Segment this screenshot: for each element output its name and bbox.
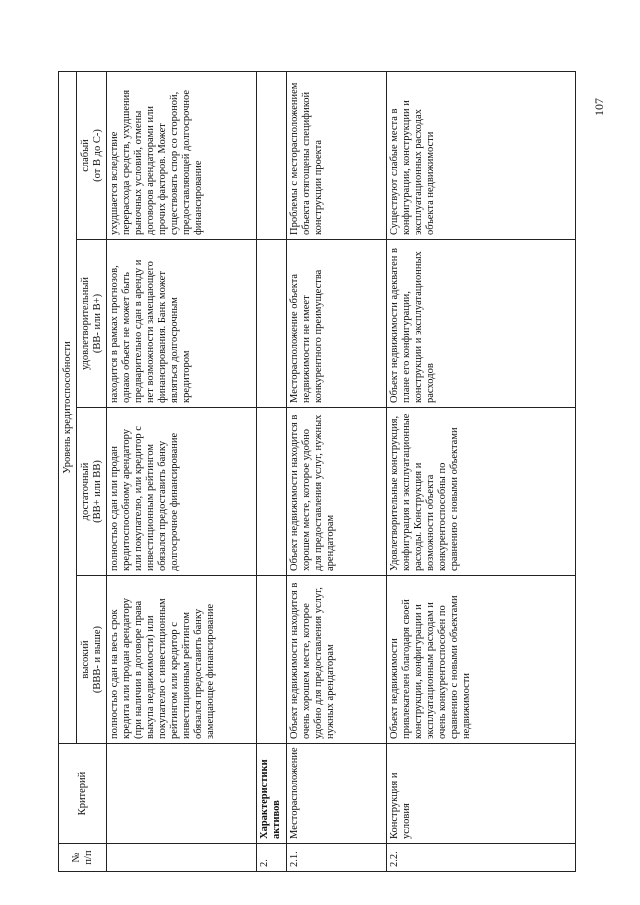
row-num: 2.1. xyxy=(287,844,387,872)
header-num: № п/п xyxy=(59,844,107,872)
row-num xyxy=(107,844,257,872)
table-cell: полностью сдан или продан кредитоспособному арендатору или покупателю, или кредитор с инвестиционным рейтингом обязался предоставить банку долгосрочное финансирование xyxy=(107,408,257,576)
table-cell xyxy=(257,240,287,408)
table-row xyxy=(107,71,257,871)
table-cell: ухудшается вследствие перерасхода средств, ухудшения рыночных условий, отмены договоров арендаторами или прочих факторов. Может существовать спор со стороной, предоставляющей долгосрочное финансирование xyxy=(107,71,257,239)
header-level-2: достаточный (ВВ+ или ВВ) xyxy=(77,408,107,576)
row-criterion: Характеристики активов xyxy=(257,744,287,844)
row-num: 2. xyxy=(257,844,287,872)
table-cell: Удовлетворительные конструкция, конфигурация и эксплуатационные расходы. Конструкция и возможности объекта конкурентоспособны по сравнению с новыми объектами xyxy=(387,408,576,576)
table-cell: Месторасположение объекта недвижимости не имеет конкурентного преимущества xyxy=(287,240,387,408)
table-cell: находится в рамках прогнозов, однако объект не может быть предварительно сдан в аренду и нет возможности замещающего финансирования. Банк может являться долгосрочным кредитором xyxy=(107,240,257,408)
table-row xyxy=(287,71,387,871)
header-level-1: высокий (ВВВ- и выше) xyxy=(77,576,107,744)
table-cell: Объект недвижимости находится в очень хорошем месте, которое удобно для предоставления услуг, нужных арендаторам xyxy=(287,576,387,744)
header-criterion: Критерий xyxy=(59,744,107,844)
table-cell xyxy=(257,576,287,744)
table-cell: Проблемы с месторасположением объекта отягощены спецификой конструкции проекта xyxy=(287,71,387,239)
row-criterion: Месторасположение xyxy=(287,744,387,844)
row-criterion: Конструкция и условия xyxy=(387,744,576,844)
table-cell: Объект недвижимости находится в хорошем месте, которое удобно для предоставления услуг, нужных арендаторам xyxy=(287,408,387,576)
table-cell xyxy=(257,71,287,239)
table-cell: Существуют слабые места в конфигурации, конструкции и эксплуатационных расходах объекта недвижимости xyxy=(387,71,576,239)
header-level-3: удовлетворительный (ВВ- или В+) xyxy=(77,240,107,408)
table-cell xyxy=(257,408,287,576)
table-cell: Объект недвижимости привлекателен благодаря своей конструкции, конфигурации и эксплуатационным расходам и очень конкурентоспособен по сравнению с новыми объектами недвижимости xyxy=(387,576,576,744)
creditworthiness-table xyxy=(58,71,576,872)
page-number: 107 xyxy=(592,98,606,116)
rotated-table-frame xyxy=(58,72,576,872)
table-cell: Объект недвижимости адекватен в плане его конфигурации, конструкции и эксплуатационных расходов xyxy=(387,240,576,408)
header-level-4: слабый (от В до С-) xyxy=(77,71,107,239)
table-row xyxy=(387,71,576,871)
table-row-section xyxy=(257,71,287,871)
table-cell: полностью сдан на весь срок кредита или продан арендатору (при наличии в договоре права выкупа недвижимости) или покупателю с инвестиционным рейтингом или кредитор с инвестиционным рейтингом обязался предоставить банку замещающее финансирование xyxy=(107,576,257,744)
row-num: 2.2. xyxy=(387,844,576,872)
row-criterion xyxy=(107,744,257,844)
header-group: Уровень кредитоспособности xyxy=(59,71,77,743)
